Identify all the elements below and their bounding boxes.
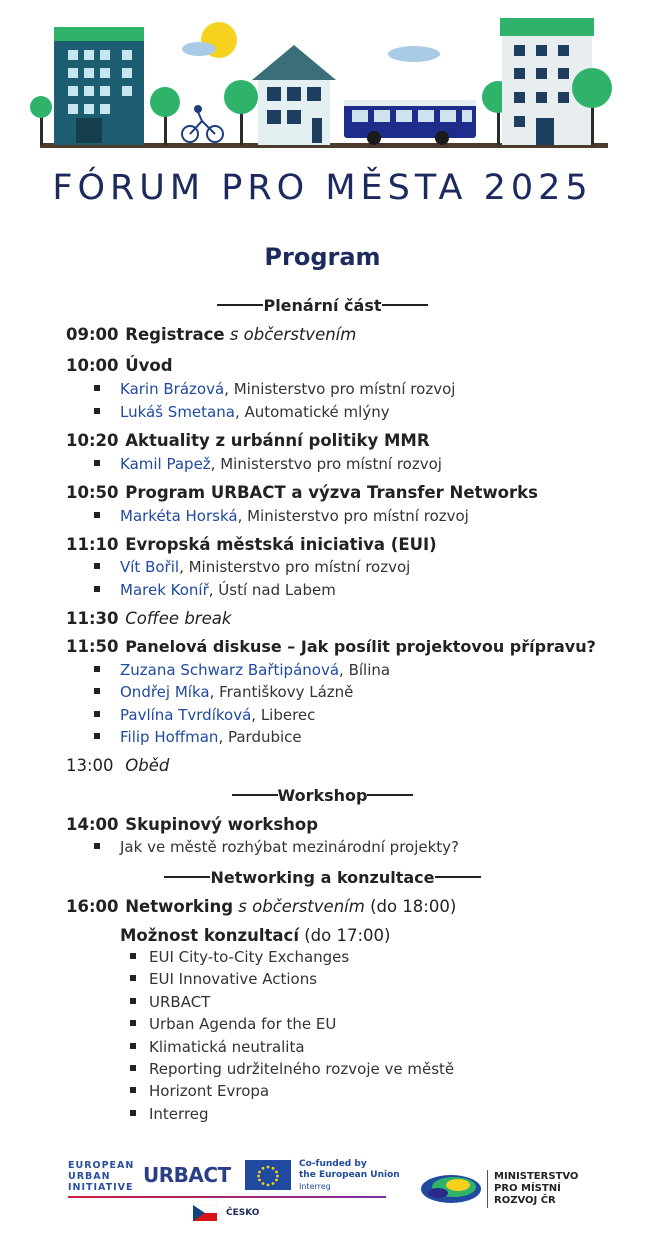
speaker: Lukáš Smetana, Automatické mlýny [94,403,390,421]
agenda-item: 11:10 Evropská městská iniciativa (EUI) [66,535,437,554]
mmr-logo-icon [420,1172,482,1206]
agenda-item: 11:50 Panelová diskuse – Jak posílit projektovou přípravu? [66,637,596,656]
consultation-topic: URBACT [130,993,210,1011]
agenda-item: 10:20 Aktuality z urbánní politiky MMR [66,431,430,450]
workshop-topic: Jak ve městě rozhýbat mezinárodní projekty? [94,838,459,856]
divider [68,1196,386,1198]
section-plenary: Plenární část [0,296,645,315]
speaker: Zuzana Schwarz Bařtipánová, Bílina [94,661,390,679]
speaker: Filip Hoffman, Pardubice [94,728,302,746]
city-illustration [0,0,645,160]
ministry-logo-text: MINISTERSTVO PRO MÍSTNÍ ROZVOJ ČR [494,1171,579,1206]
consultation-topic: Interreg [130,1105,209,1123]
section-workshop: Workshop [0,786,645,805]
consultation-topic: Horizont Evropa [130,1082,269,1100]
consultation-topic: EUI Innovative Actions [130,970,317,988]
consultations-heading: Možnost konzultací (do 17:00) [120,926,391,945]
consultation-topic: Klimatická neutralita [130,1038,305,1056]
agenda-item: 10:00 Úvod [66,356,173,375]
agenda-item: 13:00 Oběd [66,756,170,775]
consultation-topic: Reporting udržitelného rozvoje ve městě [130,1060,454,1078]
speaker: Kamil Papež, Ministerstvo pro místní rozvoj [94,455,442,473]
agenda-item: 11:30 Coffee break [66,609,232,628]
agenda-item: 10:50 Program URBACT a výzva Transfer Networks [66,483,538,502]
eu-flag-icon [245,1160,291,1190]
speaker: Pavlína Tvrdíková, Liberec [94,706,315,724]
country-label: ČESKO [226,1208,260,1218]
event-title: FÓRUM PRO MĚSTA 2025 [52,168,593,208]
agenda-item: 14:00 Skupinový workshop [66,815,319,834]
speaker: Karin Brázová, Ministerstvo pro místní rozvoj [94,380,455,398]
czech-flag-icon [193,1205,217,1221]
divider [487,1170,488,1208]
consultation-topic: EUI City-to-City Exchanges [130,948,349,966]
cofunded-eu-text: Co-funded by the European Union Interreg [299,1159,400,1191]
cyclist-icon [182,112,223,142]
consultation-topic: Urban Agenda for the EU [130,1015,336,1033]
program-heading: Program [264,243,381,271]
agenda-item: 09:00 Registrace s občerstvením [66,325,357,344]
section-networking: Networking a konzultace [0,868,645,887]
speaker: Marek Koníř, Ústí nad Labem [94,581,336,599]
speaker: Vít Bořil, Ministerstvo pro místní rozvoj [94,558,410,576]
eui-logo: EUROPEAN URBAN INITIATIVE [68,1160,135,1193]
agenda-item: 16:00 Networking s občerstvením (do 18:00) [66,897,457,916]
speaker: Ondřej Míka, Františkovy Lázně [94,683,353,701]
speaker: Markéta Horská, Ministerstvo pro místní rozvoj [94,507,469,525]
urbact-logo: URBACT [143,1163,231,1187]
